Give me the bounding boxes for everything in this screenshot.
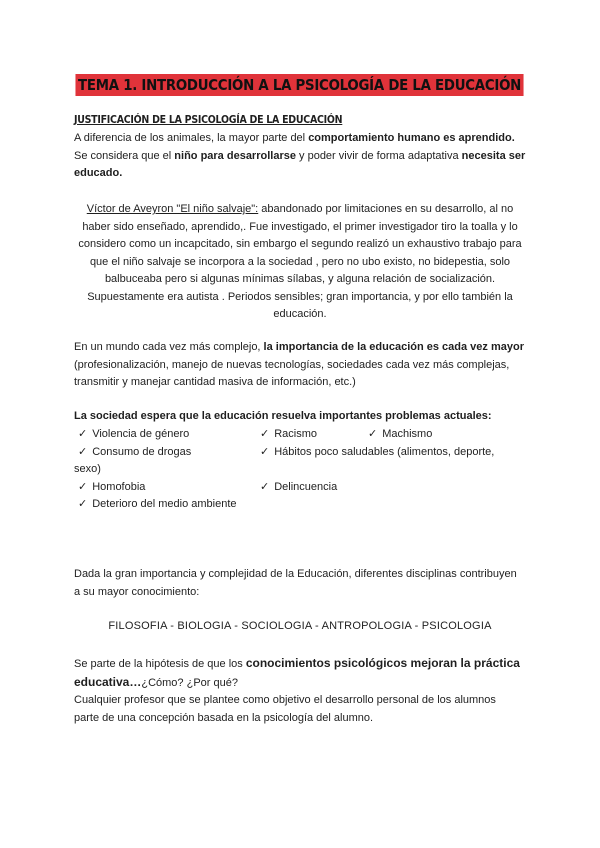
check-icon: ✓ (78, 498, 88, 510)
list-item: ✓ Hábitos poco saludables (alimentos, deporte, (260, 446, 495, 458)
hypothesis-paragraph: Se parte de la hipótesis de que los conocimientos psicológicos mejoran la práctica educativa…¿Cómo? ¿Por qué? Cualquier profesor que se plantee como objetivo el desarrollo personal de los alumnos parte de una concepción basada en la psicología del alumno. (74, 656, 520, 724)
disciplines-paragraph: Dada la gran importancia y complejidad de la Educación, diferentes disciplinas contribuyen a su mayor conocimiento: (74, 568, 517, 598)
disciplines-list: FILOSOFIA - BIOLOGIA - SOCIOLOGIA - ANTROPOLOGIA - PSICOLOGIA (108, 620, 492, 632)
list-item: ✓ Machismo (368, 428, 433, 440)
check-icon: ✓ (78, 446, 88, 458)
section-heading: JUSTIFICACIÓN DE LA PSICOLOGÍA DE LA EDUCACIÓN (74, 114, 343, 126)
list-item: ✓ Consumo de drogas (78, 446, 192, 458)
list-item: ✓ Delincuencia (260, 481, 338, 493)
complexity-paragraph: En un mundo cada vez más complejo, la importancia de la educación es cada vez mayor (profesionalización, manejo de nuevas tecnologías, sociedades cada vez más complejas, transmitir y manejar cantidad masiva de información, etc.) (74, 341, 524, 388)
list-item: ✓ Deterioro del medio ambiente (78, 498, 237, 510)
victor-paragraph: Víctor de Aveyron "El niño salvaje": abandonado por limitaciones en su desarrollo, al no haber sido enseñado, aprendido,. Fue investigado, el primer investigador tiro la toalla y lo considero como un incapcitado, sin embargo el segundo realizó un exhaustivo trabajo para que el niño salvaje se incorpora a la sociedad , pero no ubo existo, no bidepestia, solo balbuceaba pero si algunas mínimas sílabas, y alguna relación de socialización. Supuestamente era autista . Periodos sensibles; gran importancia, y por ello también la educación. (78, 203, 522, 320)
list-item: ✓ Racismo (260, 428, 318, 440)
list-item: ✓ Homofobia (78, 481, 146, 493)
list-item-wrap: sexo) (74, 463, 101, 475)
list-item: ✓ Violencia de género (78, 428, 190, 440)
check-icon: ✓ (368, 428, 378, 440)
check-icon: ✓ (260, 446, 270, 458)
victor-label: Víctor de Aveyron "El niño salvaje": (86, 203, 259, 215)
intro-paragraph: A diferencia de los animales, la mayor parte del comportamiento humano es aprendido. Se considera que el niño para desarrollarse y poder vivir de forma adaptativa necesita ser educado. (74, 132, 526, 179)
check-icon: ✓ (78, 481, 88, 493)
page-title: TEMA 1. INTRODUCCIÓN A LA PSICOLOGÍA DE LA EDUCACIÓN (76, 74, 524, 96)
check-icon: ✓ (260, 428, 270, 440)
check-icon: ✓ (78, 428, 88, 440)
problems-heading: La sociedad espera que la educación resuelva importantes problemas actuales: (74, 410, 492, 422)
check-icon: ✓ (260, 481, 270, 493)
